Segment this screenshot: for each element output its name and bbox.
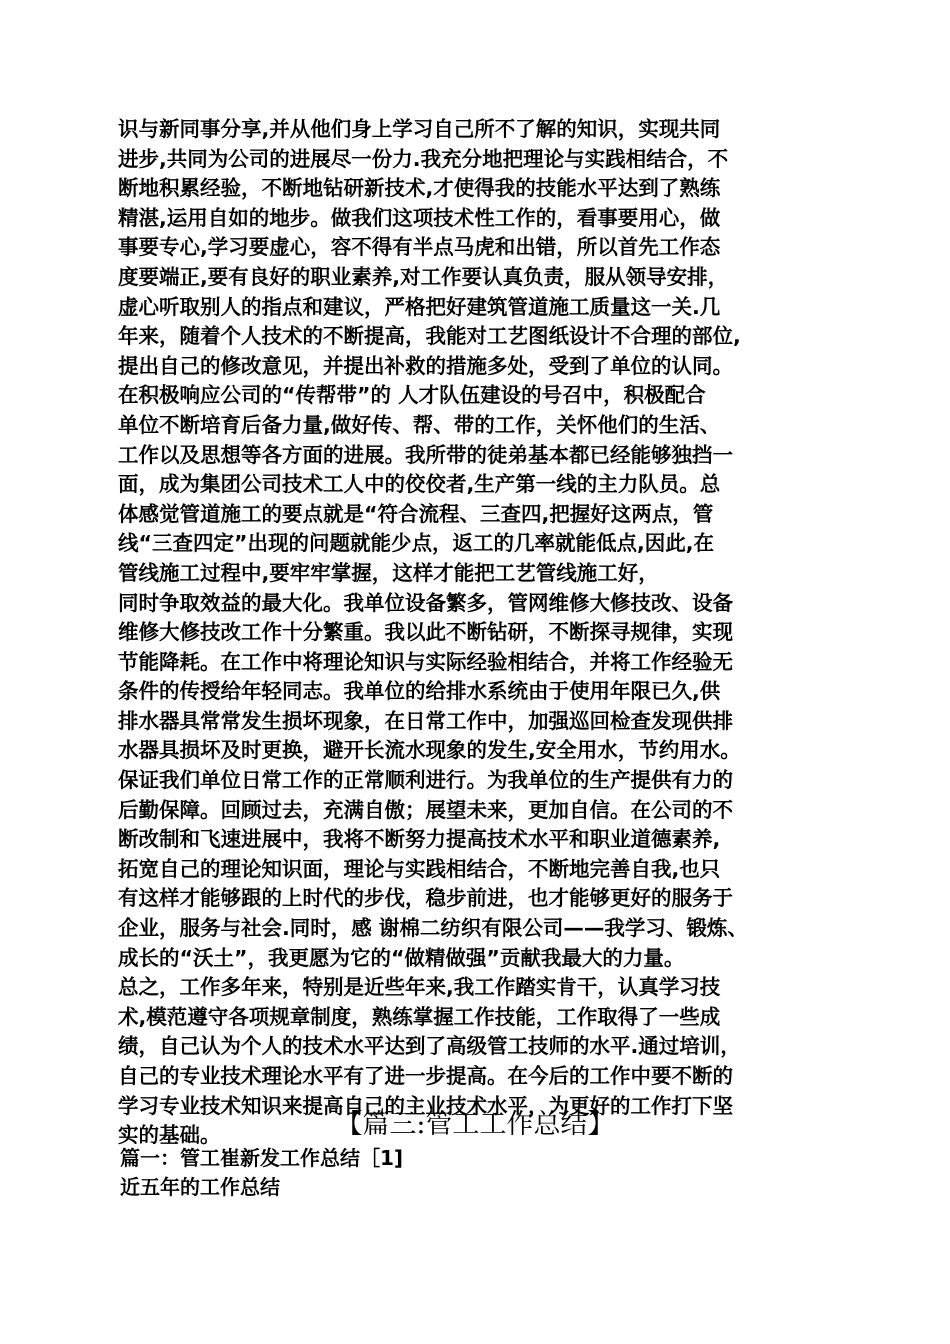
body-line: 单位不断培育后备力量,做好传、帮、带的工作，关怀他们的生活、	[118, 412, 721, 437]
sub-heading-2: 近五年的工作总结	[120, 1175, 280, 1199]
body-line: 水器具损坏及时更换，避开长流水现象的发生,安全用水，节约用水。	[118, 738, 741, 763]
body-text	[118, 115, 843, 1151]
body-line: 维修大修技改工作十分繁重。我以此不断钻研，不断探寻规律，实现	[118, 620, 733, 645]
body-line: 工作以及思想等各方面的进展。我所带的徒弟基本都已经能够独挡一	[118, 442, 733, 467]
body-line: 线“三查四定”出现的问题就能少点，返工的几率就能低点,因此,在	[118, 531, 715, 556]
body-line: 体感觉管道施工的要点就是“符合流程、三查四,把握好这两点，管	[118, 501, 714, 526]
body-line: 管线施工过程中,要牢牢掌握，这样才能把工艺管线施工好，	[118, 560, 659, 585]
body-line: 识与新同事分享,并从他们身上学习自己所不了解的知识，实现共同	[118, 117, 721, 141]
body-line: 拓宽自己的理论知识面，理论与实践相结合，不断地完善自我,也只	[118, 856, 721, 881]
body-line: 度要端正,要有良好的职业素养,对工作要认真负责，服从领导安排，	[118, 264, 729, 289]
body-line: 断改制和飞速进展中，我将不断努力提高技术水平和职业道德素养,	[118, 827, 721, 852]
body-line: 在积极响应公司的“传帮带”的 人才队伍建设的号召中，积极配合	[118, 383, 706, 408]
body-line: 总之，工作多年来，特别是近些年来,我工作踏实肯干，认真学习技	[118, 975, 721, 1000]
body-line: 条件的传授给年轻同志。我单位的给排水系统由于使用年限已久,供	[118, 679, 721, 704]
body-line: 有这样才能够跟的上时代的步伐，稳步前进，也才能够更好的服务于	[118, 886, 733, 911]
body-line: 企业，服务与社会.同时，感 谢棉二纺织有限公司——我学习、锻炼、	[118, 916, 748, 941]
body-line: 断地积累经验，不断地钻研新技术,才使得我的技能水平达到了熟练	[118, 176, 721, 201]
section-heading: 【篇三:管工工作总结】	[335, 1109, 615, 1140]
body-line: 虚心听取别人的指点和建议，严格把好建筑管道施工质量这一关.几	[118, 294, 721, 319]
body-line: 进步,共同为公司的进展尽一份力.我充分地把理论与实践相结合，不	[118, 146, 729, 171]
body-line: 年来，随着个人技术的不断提高，我能对工艺图纸设计不合理的部位,	[118, 324, 741, 349]
body-line: 节能降耗。在工作中将理论知识与实际经验相结合，并将工作经验无	[118, 649, 733, 674]
body-line: 精湛,运用自如的地步。做我们这项技术性工作的，看事要用心，做	[118, 205, 721, 230]
body-line: 后勤保障。回顾过去，充满自傲；展望未来，更加自信。在公司的不	[118, 797, 733, 822]
body-line: 学习专业技术知识来提高自己的主业技术水平，为更好的工作打下坚	[118, 1093, 733, 1118]
body-line: 绩，自己认为个人的技术水平达到了高级管工技师的水平.通过培训，	[118, 1034, 741, 1059]
body-line: 实的基础。	[118, 1123, 221, 1148]
body-line: 成长的“沃土”，我更愿为它的“做精做强”贡献我最大的力量。	[118, 945, 685, 970]
body-line: 事要专心,学习要虚心，容不得有半点马虎和出错，所以首先工作态	[118, 235, 721, 260]
body-line: 排水器具常常发生损坏现象，在日常工作中，加强巡回检查发现供排	[118, 708, 733, 733]
body-line: 保证我们单位日常工作的正常顺利进行。为我单位的生产提供有力的	[118, 768, 733, 793]
body-line: 同时争取效益的最大化。我单位设备繁多，管网维修大修技改、设备	[118, 590, 733, 615]
sub-heading-1: 篇一：管工崔新发工作总结［1]	[120, 1146, 404, 1170]
body-line: 自己的专业技术理论水平有了进一步提高。在今后的工作中要不断的	[118, 1064, 733, 1088]
body-line: 术,模范遵守各项规章制度，熟练掌握工作技能，工作取得了一些成	[118, 1004, 721, 1029]
body-line: 面，成为集团公司技术工人中的佼佼者,生产第一线的主力队员。总	[118, 472, 721, 497]
body-line: 提出自己的修改意见，并提出补救的措施多处，受到了单位的认同。	[118, 353, 733, 378]
